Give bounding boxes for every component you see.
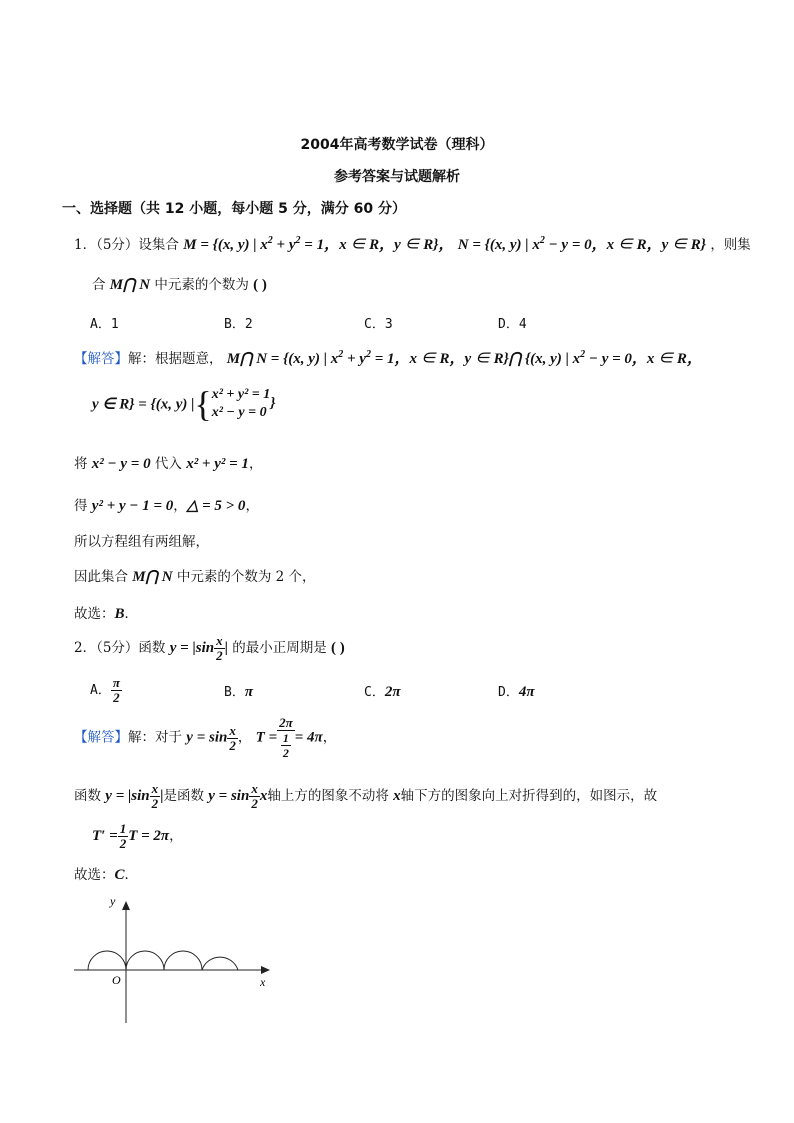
q1-sys-row2: x² − y = 0 bbox=[211, 405, 267, 420]
q2-line2-d: 轴下方的图象向上对折得到的，如图示，故 bbox=[400, 788, 658, 804]
q1-set-m: M = {(x, y) | $x^2 + y^2 = 1$，x ∈ R，y ∈ R}， bbox=[183, 235, 454, 253]
q2-sol-period-value: = 4π bbox=[294, 729, 323, 746]
section-heading: 一、选择题（共 12 小题，每小题 5 分，满分 60 分） bbox=[62, 201, 406, 217]
q1-step3: 所以方程组有两组解， bbox=[74, 534, 209, 550]
q2-answer-tag: 【解答】 bbox=[74, 729, 128, 746]
q2-line3-end: ， bbox=[169, 828, 183, 844]
q2-solution-line3 bbox=[92, 822, 183, 851]
q1-step1-a: 将 bbox=[74, 456, 92, 472]
q2-line3-t: T′ = bbox=[92, 828, 118, 844]
q2-number: 2．（5分）函数 bbox=[74, 640, 170, 656]
q2-solution-line1 bbox=[74, 716, 336, 760]
arch-4 bbox=[202, 957, 238, 970]
q2-choice bbox=[74, 863, 138, 884]
q1-line2-text-b: 中元素的个数为 bbox=[150, 277, 254, 293]
q2-line2-frac: $\frac{x}{2}$ bbox=[151, 781, 159, 811]
q1-line2-text: 合 bbox=[92, 277, 110, 293]
q1-step1 bbox=[74, 452, 262, 473]
q2-line2-func2: y = sin bbox=[208, 788, 250, 804]
x-axis-label: x bbox=[260, 975, 266, 989]
page-title: 2004年高考数学试卷（理科） bbox=[300, 137, 494, 153]
left-brace-icon: { bbox=[194, 384, 212, 424]
q2-line2-func: y = |sin bbox=[105, 788, 150, 804]
q2-line2-bar: | bbox=[160, 788, 164, 804]
q1-option-d: D．4 bbox=[498, 317, 527, 332]
q1-step2 bbox=[74, 494, 259, 515]
q2-abs-bar: | bbox=[224, 640, 228, 656]
page-subtitle: 参考答案与试题解析 bbox=[334, 169, 460, 185]
q2-line2-x2: x bbox=[393, 788, 401, 804]
q1-step4 bbox=[74, 565, 316, 586]
q1-step2-eq2: △ = 5 > 0 bbox=[186, 498, 246, 514]
arch-3 bbox=[164, 951, 202, 970]
q2-sol-frac: $\frac{x}{2}$ bbox=[229, 722, 236, 753]
q2-sol-comma: ， bbox=[237, 729, 252, 746]
q1-line2 bbox=[92, 273, 267, 294]
abs-sin-graph bbox=[60, 888, 290, 1033]
q2-sol-end: ， bbox=[322, 729, 337, 746]
y-axis-arrow-icon bbox=[122, 901, 130, 910]
q1-answer-tag: 【解答】 bbox=[74, 351, 128, 367]
q2-paren: ( ) bbox=[331, 640, 345, 656]
q2-tail: 的最小正周期是 bbox=[227, 640, 331, 656]
y-axis-label: y bbox=[110, 894, 116, 908]
q2-sol-func: y = sin bbox=[186, 729, 228, 746]
q1-step1-c: ， bbox=[248, 456, 263, 472]
q1-choice-label: 故选： bbox=[74, 606, 115, 622]
q1-sol-intro: 解：根据题意， bbox=[128, 351, 223, 367]
q1-step4-a: 因此集合 bbox=[74, 569, 133, 585]
q2-line2-x: x bbox=[259, 788, 268, 804]
q1-intersection: M⋂ N bbox=[109, 277, 151, 293]
q2-choice-end: ． bbox=[124, 867, 139, 883]
q2-choice-letter: C bbox=[114, 867, 125, 883]
q2-line3-rest: T = 2π bbox=[128, 828, 170, 844]
q1-step1-eq2: x² + y² = 1 bbox=[186, 456, 249, 472]
q1-sys-close: } bbox=[270, 395, 276, 412]
q1-line1 bbox=[74, 233, 751, 254]
q1-step1-eq1: x² − y = 0 bbox=[91, 456, 151, 472]
q1-set-n: N = {(x, y) | $x^2 - y = 0$，x ∈ R，y ∈ R} bbox=[457, 235, 707, 253]
q1-solution-line1 bbox=[74, 347, 702, 368]
origin-label: O bbox=[112, 973, 121, 987]
arch-2 bbox=[126, 951, 164, 970]
q1-option-b: B．2 bbox=[224, 317, 253, 332]
q1-choice-letter: B bbox=[114, 606, 125, 622]
q1-step4-set: M⋂ N bbox=[132, 569, 173, 585]
q1-sys-lead: y ∈ R} = {(x, y) | bbox=[92, 396, 195, 413]
q1-choice bbox=[74, 602, 138, 623]
arch-1 bbox=[88, 951, 126, 970]
q2-line2-b: 是函数 bbox=[163, 788, 209, 804]
q2-line1 bbox=[74, 634, 345, 663]
q2-option-c: C．2π bbox=[364, 684, 401, 700]
q2-line2-frac2: $\frac{x}{2}$ bbox=[251, 781, 258, 811]
q1-step2-c: ， bbox=[245, 498, 259, 514]
q1-option-a: A．1 bbox=[90, 317, 119, 332]
q1-sol-expr: M⋂ N = {(x, y) | $x^2 + y^2 = 1$，x ∈ R，y ∈ R}⋂ {(x, y) | $x^2 - y = 0$，x ∈ R， bbox=[226, 349, 702, 367]
q2-sol-period-frac: $\frac{2\pi}{\frac{1}{2}}$ bbox=[279, 715, 293, 760]
q2-sol-period: T = bbox=[255, 729, 278, 746]
q2-sol-intro: 解：对于 bbox=[128, 729, 187, 746]
q2-line2-c: 轴上方的图象不动将 bbox=[267, 788, 394, 804]
q1-step1-b: 代入 bbox=[150, 456, 187, 472]
q1-number: 1．（5分）设集合 bbox=[74, 237, 179, 253]
q2-option-a-frac: $\frac{\pi}{2}$ bbox=[112, 675, 120, 705]
q2-choice-label: 故选： bbox=[74, 867, 115, 883]
q2-option-b: B．π bbox=[224, 684, 254, 700]
q1-step2-b: ， bbox=[173, 498, 187, 514]
q2-function: y = |sin bbox=[169, 640, 215, 656]
q1-step2-a: 得 bbox=[74, 498, 92, 514]
q2-option-d: D．4π bbox=[498, 684, 535, 700]
q1-choice-end: ． bbox=[124, 606, 139, 622]
q1-option-c: C．3 bbox=[364, 317, 393, 332]
q1-step2-eq1: y² + y − 1 = 0 bbox=[91, 498, 174, 514]
q2-solution-line2 bbox=[74, 782, 657, 811]
q2-fraction: $\frac{x}{2}$ bbox=[216, 633, 223, 663]
q1-paren: ( ) bbox=[253, 277, 267, 293]
q1-sys-rows bbox=[212, 386, 271, 422]
q1-step4-b: 中元素的个数为 2 个， bbox=[172, 569, 316, 585]
q1-tail: ，则集 bbox=[710, 237, 751, 253]
q2-line2-a: 函数 bbox=[74, 788, 106, 804]
q2-option-a: A． $\frac{\pi}{2}$ bbox=[90, 675, 120, 705]
x-axis-arrow-icon bbox=[261, 966, 270, 974]
q2-line3-frac: $\frac{1}{2}$ bbox=[119, 821, 127, 851]
q1-sys-row1: x² + y² = 1 bbox=[211, 387, 271, 402]
q1-system bbox=[92, 386, 276, 422]
